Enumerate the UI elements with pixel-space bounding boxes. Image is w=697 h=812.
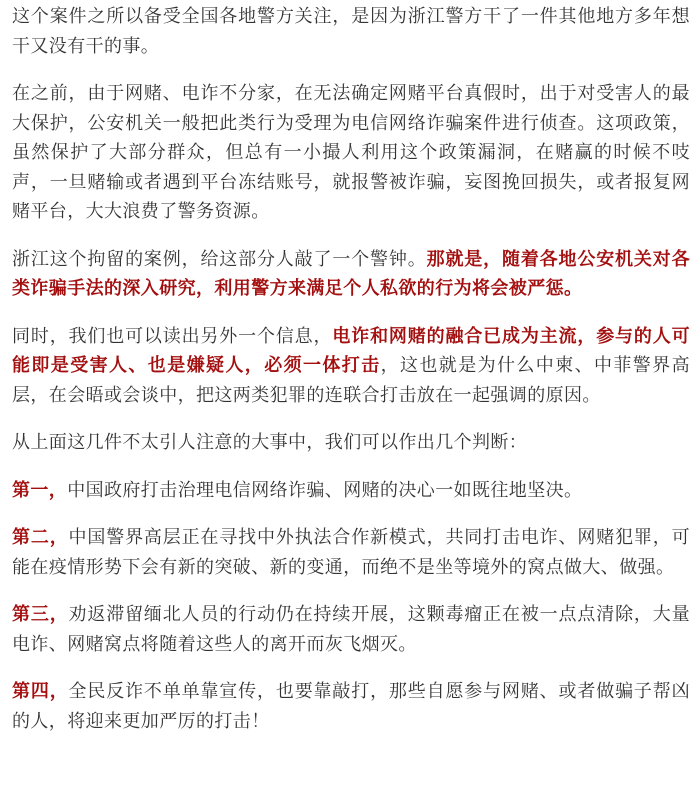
paragraph-case-attention xyxy=(12,2,690,61)
judgment-point-2 xyxy=(12,523,690,582)
paragraph-text: 在之前，由于网赌、电诈不分家，在无法确定网赌平台真假时，出于对受害人的最大保护，公安机关一般把此类行为受理为电信网络诈骗案件进行侦查。这项政策，虽然保护了大部分群众，但总有一小撮人利用这个政策漏洞，在赌赢的时候不吱声，一旦赌输或者遇到平台冻结账号，就报警被诈骗，妄图挽回损失，或者报复网赌平台，大大浪费了警务资源。 xyxy=(12,83,690,222)
paragraph-judgments-intro xyxy=(12,428,690,458)
paragraph-text: 从上面这几件不太引人注意的大事中，我们可以作出几个判断： xyxy=(12,432,528,453)
paragraph-text: 这个案件之所以备受全国各地警方关注，是因为浙江警方干了一件其他地方多年想干又没有干的事。 xyxy=(12,6,690,57)
article-body xyxy=(12,2,690,754)
paragraph-fusion-info xyxy=(12,322,690,411)
point-number: 第一， xyxy=(12,479,68,501)
point-number: 第四， xyxy=(12,681,69,702)
paragraph-text: ，这也就是为什么中柬、中菲警界高层，在会晤或会谈中，把这两类犯罪的连联合打击放在一起强调的原因。 xyxy=(12,355,690,406)
point-text: 劝返滞留缅北人员的行动仍在持续开展，这颗毒瘤正在被一点点清除，大量电诈、网赌窝点将随着这些人的离开而灰飞烟灭。 xyxy=(12,604,691,655)
paragraph-policy-background xyxy=(12,79,690,227)
point-number: 第三， xyxy=(12,604,69,625)
emphasized-text: 电诈和网赌的融合已成为主流，参与的人可能即是受害人、也是嫌疑人，必须一体打击 xyxy=(12,325,690,376)
judgment-point-3 xyxy=(12,600,690,659)
paragraph-zhejiang-warning xyxy=(12,245,690,304)
paragraph-text: 浙江这个拘留的案例，给这部分人敲了一个警钟。 xyxy=(12,248,427,270)
point-number: 第二， xyxy=(12,527,69,548)
paragraph-text: 同时，我们也可以读出另外一个信息， xyxy=(12,325,333,347)
judgment-point-1 xyxy=(12,476,690,506)
judgment-point-4 xyxy=(12,677,690,736)
point-text: 全民反诈不单单靠宣传，也要靠敲打，那些自愿参与网赌、或者做骗子帮凶的人，将迎来更加严厉的打击！ xyxy=(12,681,691,732)
point-text: 中国政府打击治理电信网络诈骗、网赌的决心一如既往地坚决。 xyxy=(67,479,583,501)
point-text: 中国警界高层正在寻找中外执法合作新模式，共同打击电诈、网赌犯罪，可能在疫情形势下会有新的突破、新的变通，而绝不是坐等境外的窝点做大、做强。 xyxy=(12,527,691,578)
emphasized-text: 那就是，随着各地公安机关对各类诈骗手法的深入研究，利用警方来满足个人私欲的行为将会被严惩。 xyxy=(12,248,690,299)
